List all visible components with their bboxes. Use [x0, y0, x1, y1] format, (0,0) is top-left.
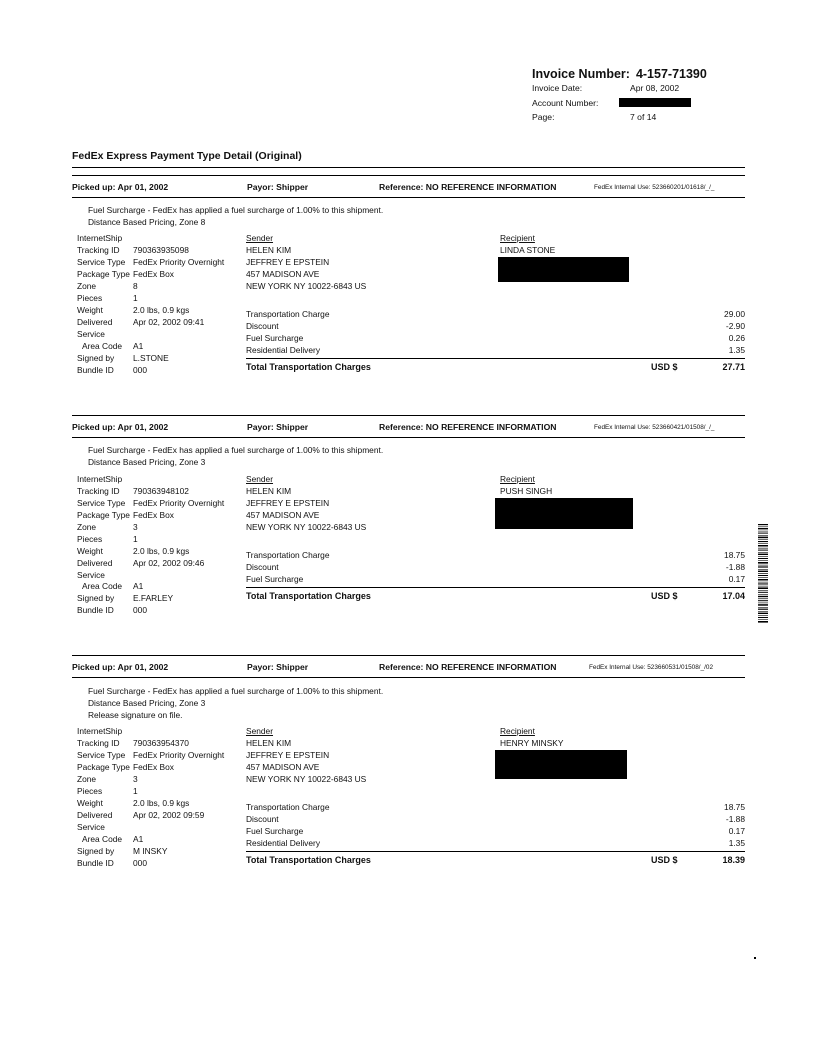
internal-use: FedEx Internal Use: 523660201/01618/_/_ [594, 184, 715, 191]
sender-line: HELEN KIM [246, 486, 292, 496]
delivered-label: Delivered [77, 317, 113, 327]
area-code-label: Area Code [82, 341, 123, 351]
page-label: Page: [532, 112, 555, 122]
page-value: 7 of 14 [630, 112, 657, 122]
sender-label: Sender [246, 726, 274, 736]
delivered-value: Apr 02, 2002 09:46 [133, 558, 205, 568]
service-type-label: Service Type [77, 257, 126, 267]
charge-label: Discount [246, 814, 279, 824]
pieces-value: 1 [133, 534, 138, 544]
sender-line: 457 MADISON AVE [246, 510, 320, 520]
page-row [532, 112, 657, 122]
zone-label: Zone [77, 774, 97, 784]
delivered-value: Apr 02, 2002 09:41 [133, 317, 205, 327]
invoice-number-value: 4-157-71390 [635, 67, 707, 81]
service-type-value: FedEx Priority Overnight [133, 498, 225, 508]
divider [72, 197, 745, 198]
note: Fuel Surcharge - FedEx has applied a fuel surcharge of 1.00% to this shipment. [88, 686, 384, 696]
package-type-label: Package Type [77, 510, 130, 520]
sender-line: JEFFREY E EPSTEIN [246, 750, 330, 760]
weight-value: 2.0 lbs, 0.9 kgs [133, 798, 190, 808]
divider [72, 175, 745, 176]
account-number-label: Account Number: [532, 98, 599, 108]
sender-line: 457 MADISON AVE [246, 762, 320, 772]
recipient-label: Recipient [500, 726, 535, 736]
area-code-value: A1 [133, 581, 144, 591]
picked-up: Picked up: Apr 01, 2002 [72, 662, 169, 672]
tracking-id-label: Tracking ID [77, 245, 120, 255]
pieces-label: Pieces [77, 534, 103, 544]
invoice-date-label: Invoice Date: [532, 83, 583, 93]
weight-value: 2.0 lbs, 0.9 kgs [133, 305, 190, 315]
service-label: Service [77, 329, 105, 339]
weight-label: Weight [77, 305, 103, 315]
charge-label: Residential Delivery [246, 345, 321, 355]
sender-line: JEFFREY E EPSTEIN [246, 498, 330, 508]
sender-line: 457 MADISON AVE [246, 269, 320, 279]
charge-value: 0.26 [728, 333, 745, 343]
note: Fuel Surcharge - FedEx has applied a fuel surcharge of 1.00% to this shipment. [88, 205, 384, 215]
signed-by-value: M INSKY [133, 846, 168, 856]
signed-by-label: Signed by [77, 846, 115, 856]
package-type-value: FedEx Box [133, 510, 174, 520]
total-value: 18.39 [722, 855, 745, 865]
signed-by-label: Signed by [77, 593, 115, 603]
divider [72, 437, 745, 438]
note: Fuel Surcharge - FedEx has applied a fuel surcharge of 1.00% to this shipment. [88, 445, 384, 455]
reference: Reference: NO REFERENCE INFORMATION [379, 422, 557, 432]
reference: Reference: NO REFERENCE INFORMATION [379, 182, 557, 192]
zone-value: 8 [133, 281, 138, 291]
total-rule [246, 851, 745, 852]
side-barcode [758, 524, 768, 624]
note: Release signature on file. [88, 710, 183, 720]
invoice-number [532, 67, 707, 81]
total-rule [246, 358, 745, 359]
total-value: 17.04 [722, 591, 745, 601]
invoice-date-value: Apr 08, 2002 [630, 83, 680, 93]
tracking-id-label: Tracking ID [77, 738, 120, 748]
invoice-number-label: Invoice Number: [532, 67, 630, 81]
bundle-id-label: Bundle ID [77, 858, 114, 868]
divider [72, 415, 745, 416]
signed-by-value: E.FARLEY [133, 593, 174, 603]
sender-line: HELEN KIM [246, 245, 292, 255]
weight-value: 2.0 lbs, 0.9 kgs [133, 546, 190, 556]
zone-value: 3 [133, 774, 138, 784]
sender-label: Sender [246, 474, 274, 484]
charge-label: Fuel Surcharge [246, 333, 304, 343]
total-label: Total Transportation Charges [246, 855, 371, 865]
service-label: Service [77, 570, 105, 580]
charge-label: Transportation Charge [246, 550, 330, 560]
package-type-value: FedEx Box [133, 269, 174, 279]
recipient-label: Recipient [500, 474, 535, 484]
charge-value: -2.90 [725, 321, 745, 331]
charge-value: 18.75 [724, 550, 745, 560]
charge-label: Discount [246, 562, 279, 572]
picked-up: Picked up: Apr 01, 2002 [72, 182, 169, 192]
charge-value: 0.17 [728, 574, 745, 584]
internetship-label: InternetShip [77, 233, 123, 243]
shipment-3 [72, 655, 745, 870]
service-label: Service [77, 822, 105, 832]
weight-label: Weight [77, 798, 103, 808]
redacted-recipient-address [495, 498, 633, 529]
total-label: Total Transportation Charges [246, 362, 371, 372]
charge-label: Residential Delivery [246, 838, 321, 848]
zone-label: Zone [77, 281, 97, 291]
pieces-label: Pieces [77, 293, 103, 303]
internal-use: FedEx Internal Use: 523660531/01508/_/02 [589, 664, 713, 671]
delivered-label: Delivered [77, 558, 113, 568]
sender-line: NEW YORK NY 10022-6843 US [246, 774, 367, 784]
charge-value: 1.35 [728, 838, 745, 848]
area-code-label: Area Code [82, 581, 123, 591]
redacted-recipient-address [495, 750, 627, 779]
service-type-label: Service Type [77, 750, 126, 760]
package-type-label: Package Type [77, 762, 130, 772]
invoice-date-row [532, 83, 680, 93]
area-code-label: Area Code [82, 834, 123, 844]
sender-line: NEW YORK NY 10022-6843 US [246, 522, 367, 532]
title-rule [72, 167, 745, 168]
divider [72, 655, 745, 656]
area-code-value: A1 [133, 834, 144, 844]
tracking-id-value: 790363935098 [133, 245, 189, 255]
charge-label: Transportation Charge [246, 309, 330, 319]
bundle-id-value: 000 [133, 365, 147, 375]
delivered-label: Delivered [77, 810, 113, 820]
reference: Reference: NO REFERENCE INFORMATION [379, 662, 557, 672]
service-type-value: FedEx Priority Overnight [133, 257, 225, 267]
zone-value: 3 [133, 522, 138, 532]
account-number-row [532, 98, 598, 108]
charge-label: Transportation Charge [246, 802, 330, 812]
payor: Payor: Shipper [247, 182, 309, 192]
sender-label: Sender [246, 233, 274, 243]
charge-label: Fuel Surcharge [246, 826, 304, 836]
weight-label: Weight [77, 546, 103, 556]
recipient-name: PUSH SINGH [500, 486, 553, 496]
internal-use: FedEx Internal Use: 523660421/01508/_/_ [594, 424, 715, 431]
divider [72, 677, 745, 678]
total-rule [246, 587, 745, 588]
redacted-recipient-address [498, 257, 629, 282]
recipient-name: HENRY MINSKY [500, 738, 564, 748]
tracking-id-value: 790363948102 [133, 486, 189, 496]
bundle-id-value: 000 [133, 605, 147, 615]
internetship-label: InternetShip [77, 474, 123, 484]
redacted-account-number [619, 98, 691, 107]
charge-value: 18.75 [724, 802, 745, 812]
tracking-id-value: 790363954370 [133, 738, 189, 748]
service-type-label: Service Type [77, 498, 126, 508]
sender-line: HELEN KIM [246, 738, 292, 748]
charge-value: 29.00 [724, 309, 745, 319]
service-type-value: FedEx Priority Overnight [133, 750, 225, 760]
shipment-2 [72, 415, 745, 615]
delivered-value: Apr 02, 2002 09:59 [133, 810, 205, 820]
page-title: FedEx Express Payment Type Detail (Original) [72, 150, 302, 162]
currency-label: USD $ [651, 362, 678, 372]
recipient-name: LINDA STONE [500, 245, 556, 255]
charge-value: 0.17 [728, 826, 745, 836]
picked-up: Picked up: Apr 01, 2002 [72, 422, 169, 432]
bundle-id-value: 000 [133, 858, 147, 868]
note: Distance Based Pricing, Zone 3 [88, 698, 206, 708]
pieces-label: Pieces [77, 786, 103, 796]
total-value: 27.71 [722, 362, 745, 372]
pieces-value: 1 [133, 786, 138, 796]
bundle-id-label: Bundle ID [77, 365, 114, 375]
zone-label: Zone [77, 522, 97, 532]
package-type-label: Package Type [77, 269, 130, 279]
area-code-value: A1 [133, 341, 144, 351]
bundle-id-label: Bundle ID [77, 605, 114, 615]
charge-label: Discount [246, 321, 279, 331]
charge-label: Fuel Surcharge [246, 574, 304, 584]
charge-value: 1.35 [728, 345, 745, 355]
shipment-1 [72, 175, 745, 380]
package-type-value: FedEx Box [133, 762, 174, 772]
sender-line: JEFFREY E EPSTEIN [246, 257, 330, 267]
payor: Payor: Shipper [247, 662, 309, 672]
tracking-id-label: Tracking ID [77, 486, 120, 496]
sender-line: NEW YORK NY 10022-6843 US [246, 281, 367, 291]
recipient-label: Recipient [500, 233, 535, 243]
currency-label: USD $ [651, 855, 678, 865]
charge-value: -1.88 [725, 562, 745, 572]
payor: Payor: Shipper [247, 422, 309, 432]
pieces-value: 1 [133, 293, 138, 303]
total-label: Total Transportation Charges [246, 591, 371, 601]
internetship-label: InternetShip [77, 726, 123, 736]
currency-label: USD $ [651, 591, 678, 601]
signed-by-value: L.STONE [133, 353, 169, 363]
page-mark [754, 957, 756, 959]
charge-value: -1.88 [725, 814, 745, 824]
signed-by-label: Signed by [77, 353, 115, 363]
note: Distance Based Pricing, Zone 3 [88, 457, 206, 467]
note: Distance Based Pricing, Zone 8 [88, 217, 206, 227]
